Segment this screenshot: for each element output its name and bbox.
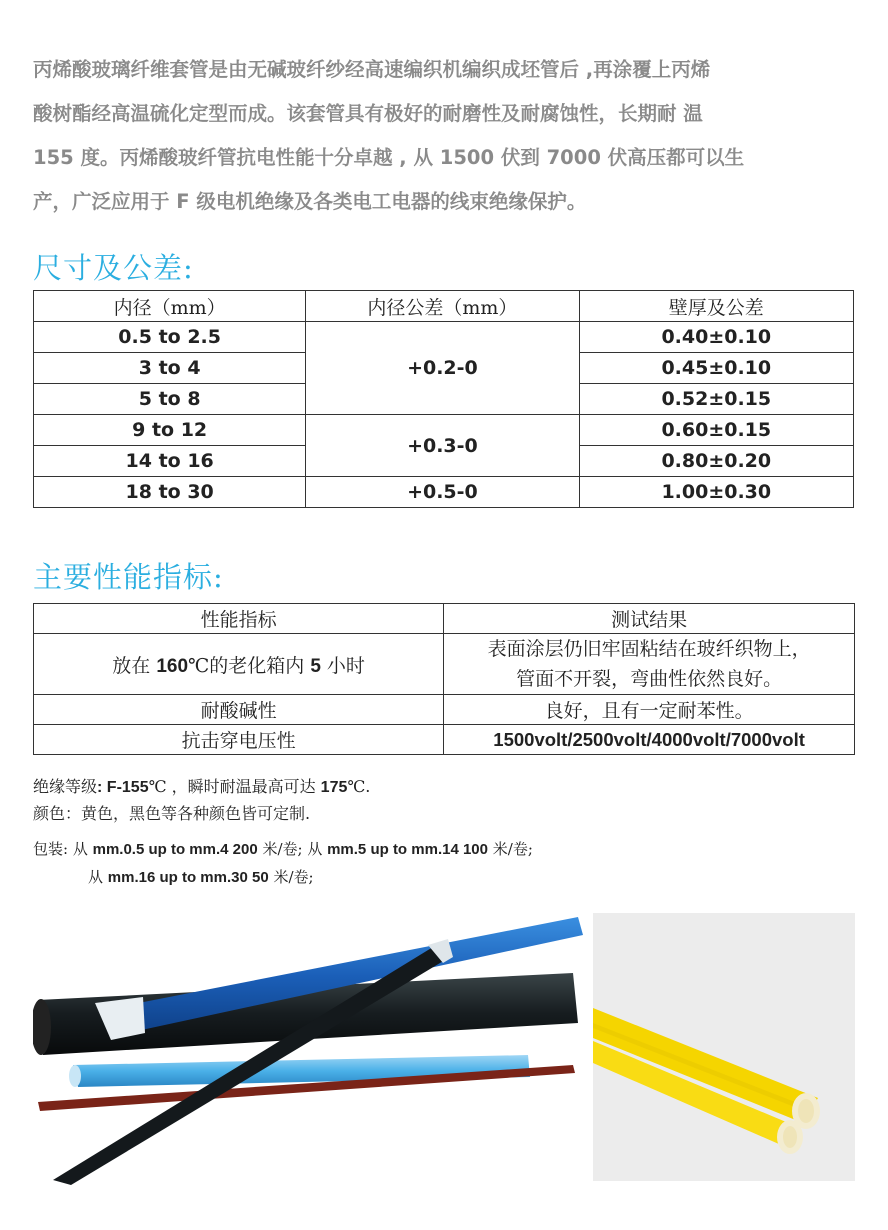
performance-table: [33, 603, 855, 755]
product-photo-yellow: [593, 913, 855, 1181]
table-header-row: [34, 291, 854, 322]
tolerance-cell: +0.5-0: [306, 477, 579, 508]
wall-thickness-cell: 1.00±0.30: [579, 477, 853, 508]
pack-range-3: mm.16 up to mm.30 50: [107, 869, 269, 886]
product-photo-sleeves: [33, 905, 585, 1185]
inner-diameter-cell: 3 to 4: [34, 353, 306, 384]
tolerance-cell: +0.3-0: [306, 415, 579, 477]
table-header-row: [34, 604, 855, 634]
insulation-grade-note: [33, 774, 370, 797]
header-inner-diameter: 内径（mm）: [34, 291, 306, 322]
text: 从: [88, 868, 108, 886]
size-tolerance-table: [33, 290, 854, 508]
header-inner-tolerance: 内径公差（mm）: [306, 291, 579, 322]
intro-line: 产，广泛应用于 F 级电机绝缘及各类电工电器的线束绝缘保护。: [33, 190, 587, 213]
aging-test-cell: [34, 634, 444, 695]
result-line: 表面涂层仍旧牢固粘结在玻纤织物上，: [487, 638, 811, 660]
aging-result-cell: [444, 634, 855, 695]
wall-thickness-cell: 0.52±0.15: [579, 384, 853, 415]
color-label: 颜色: [33, 804, 66, 823]
intro-paragraph: [33, 48, 858, 224]
text: 米/卷;: [488, 840, 533, 858]
table-row: [34, 322, 854, 353]
breakdown-voltage-result-cell: 1500volt/2500volt/4000volt/7000volt: [444, 725, 855, 755]
color-text: ：黄色，黑色等各种颜色皆可定制.: [65, 804, 311, 823]
text: 小时: [320, 654, 365, 677]
table-row: [34, 634, 855, 695]
inner-diameter-cell: 14 to 16: [34, 446, 306, 477]
intro-line: 丙烯酸玻璃纤维套管是由无碱玻纤纱经高速编织机编织成坯管后 ,再涂覆上丙烯: [33, 58, 711, 81]
grade-label: 绝缘等级: [33, 777, 98, 796]
pack-range-1: mm.0.5 up to mm.4 200: [92, 841, 258, 858]
section-performance-title: 主要性能指标:: [33, 560, 224, 594]
header-result: 测试结果: [444, 604, 855, 634]
max-temp-value: 175: [320, 779, 348, 796]
text: 米/卷; 从: [257, 840, 328, 858]
table-row: [34, 477, 854, 508]
pack-range-2: mm.5 up to mm.14 100: [327, 841, 488, 858]
text: ℃的老化箱内: [188, 654, 311, 677]
hours-value: 5: [310, 655, 321, 677]
inner-diameter-cell: 5 to 8: [34, 384, 306, 415]
acid-alkali-result-cell: 良好，且有一定耐苯性。: [444, 695, 855, 725]
wall-thickness-cell: 0.45±0.10: [579, 353, 853, 384]
inner-diameter-cell: 9 to 12: [34, 415, 306, 446]
packaging-label: 包装: [33, 840, 64, 858]
packaging-note-line2: [88, 866, 314, 887]
acid-alkali-cell: 耐酸碱性: [34, 695, 444, 725]
table-row: [34, 415, 854, 446]
intro-line: 酸树酯经高温硫化定型而成。该套管具有极好的耐磨性及耐腐蚀性，长期耐 温: [33, 102, 703, 125]
table-row: [34, 695, 855, 725]
table-row: [34, 725, 855, 755]
color-note: [33, 801, 310, 824]
tolerance-cell: +0.2-0: [306, 322, 579, 415]
wall-thickness-cell: 0.80±0.20: [579, 446, 853, 477]
temperature-value: 160: [156, 655, 189, 677]
header-property: 性能指标: [34, 604, 444, 634]
section-size-title: 尺寸及公差:: [33, 251, 194, 285]
result-line: 管面不开裂，弯曲性依然良好。: [516, 668, 783, 690]
text: : 从: [63, 840, 93, 858]
sleeves-image: [33, 905, 585, 1185]
packaging-note-line1: [33, 838, 533, 859]
intro-line: 155 度。丙烯酸玻纤管抗电性能十分卓越 , 从 1500 伏到 7000 伏高压都可以生: [33, 146, 745, 169]
text: 米/卷;: [268, 868, 314, 886]
yellow-sleeve-image: [593, 913, 855, 1181]
breakdown-voltage-cell: 抗击穿电压性: [34, 725, 444, 755]
wall-thickness-cell: 0.60±0.15: [579, 415, 853, 446]
wall-thickness-cell: 0.40±0.10: [579, 322, 853, 353]
grade-value: : F-155: [97, 779, 149, 796]
inner-diameter-cell: 0.5 to 2.5: [34, 322, 306, 353]
text: 放在: [112, 654, 157, 677]
text: ℃.: [347, 777, 371, 796]
header-wall-thickness: 壁厚及公差: [579, 291, 853, 322]
text: ℃ ，瞬时耐温最高可达: [148, 777, 321, 796]
inner-diameter-cell: 18 to 30: [34, 477, 306, 508]
